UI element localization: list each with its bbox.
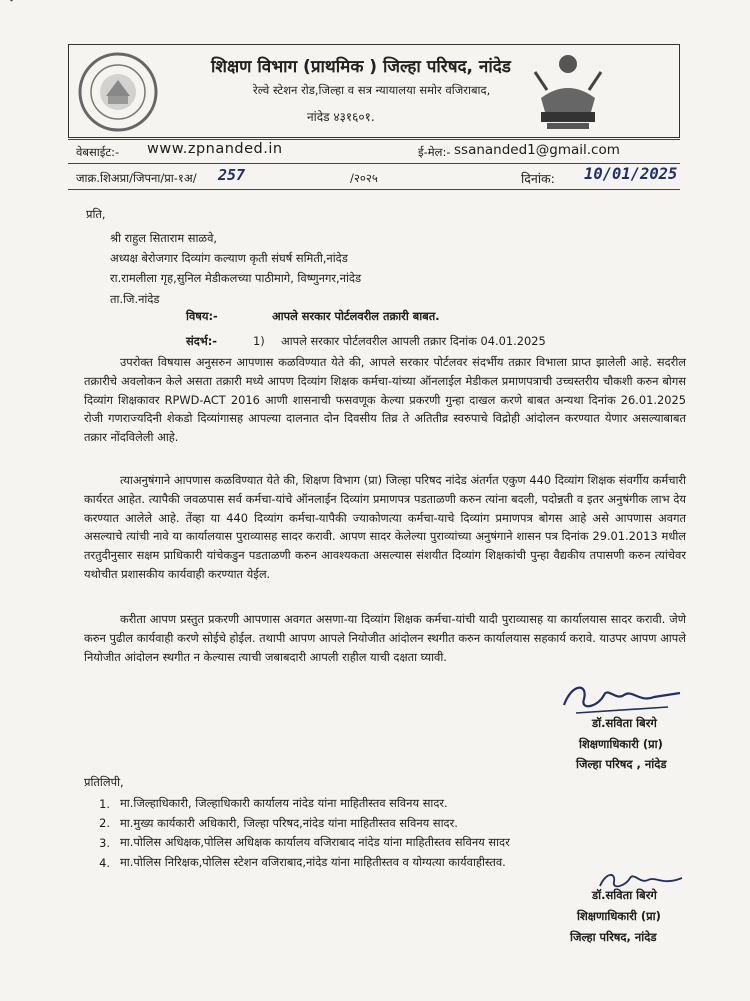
reference-year: /२०२५ (350, 171, 378, 185)
recipient-city: ता.जि.नांदेड (110, 292, 160, 306)
recipient-address: रा.रामलीला गृह,सुनिल मेडीकलच्या पाठीमागे, विष्णुनगर,नांदेड (110, 271, 362, 285)
body-paragraph-2 (84, 471, 686, 584)
copy-recipient-row (88, 794, 648, 814)
zp-emblem-right-logo (527, 50, 609, 134)
subject-text: आपले सरकार पोर्टलवरील तक्रारी बाबत. (272, 309, 440, 323)
signatory-2-title: शिक्षणाधिकारी (प्रा) (577, 909, 661, 923)
letter-date: 10/01/2025 (584, 165, 678, 183)
reference-note-text: आपले सरकार पोर्टलवरील आपली तक्रार दिनांक 04.01.2025 (281, 334, 546, 348)
copy-recipient-row (88, 814, 648, 834)
signatory-1-office: जिल्हा परिषद , नांदेड (576, 757, 667, 771)
signatory-1-name: डॉ.सविता बिरगे (592, 716, 657, 730)
signatory-2-name: डॉ.सविता बिरगे (592, 888, 657, 902)
reference-number: 257 (218, 166, 246, 184)
copy-recipient-number: 4. (99, 855, 110, 870)
copy-recipient-number: 2. (99, 816, 110, 831)
website-label: वेबसाईट:- (76, 145, 120, 159)
email-label: ई-मेल:- (418, 145, 451, 159)
office-address-line2: नांदेड ४३१६०१. (307, 110, 375, 124)
reference-note-label: संदर्भ:- (186, 334, 218, 348)
recipient-name: श्री राहुल सिताराम साळवे, (110, 231, 218, 245)
handwritten-signature-1 (558, 677, 688, 721)
copy-recipient-number: 1. (99, 796, 110, 811)
website-link[interactable]: www.zpnanded.in (147, 141, 283, 157)
copy-recipient-row (88, 833, 648, 853)
subject-label: विषय:- (186, 309, 218, 323)
body-paragraph-3 (84, 610, 686, 666)
body-paragraph-2-text: त्याअनुषंगाने आपणास कळविण्यात येते की, शिक्षण विभाग (प्रा) जिल्हा परिषद नांदेड अंतर्गत एकुण 440 दिव्यांग शिक्षक संवर्गीय कर्मचारी कार्यरत आहेत. त्यापैकी जवळपास सर्व कर्मचा-यांचे ऑनलाईन दिव्यांग प्रमाणपत्र पडताळणी करुन त्यांना बदली, पदोन्नती व इतर अनुषंगीक लाभ देय करण्यात आलेले आहे. तेंव्हा या 440 दिव्यांग कर्मचा-यापैकी ज्याकोणत्या कर्मचा-याचे दिव्यांग प्रमाणपत्र बोगस आहे असे आपणास अवगत असल्याचे त्यांची नावे या कार्यालयास पुराव्यासह सादर करावी. आपण सादर केलेल्या पुराव्यांच्या अनुषंगाने शासन पत्र दिनांक 29.01.2013 मधील तरतुदीनुसार सक्षम प्राधिकारी यांचेकडुन पडताळणी करुन आवश्यकता असल्यास संशयीत दिव्यांग शिक्षकांची पुन्हा वैद्यकीय तपासणी करुन त्यांचेवर यथोचीत प्रशासकीय कार्यवाही करण्यात येईल. (84, 473, 686, 581)
recipient-designation: अध्यक्ष बेरोजगार दिव्यांग कल्याण कृती संघर्ष समिती,नांदेड (110, 251, 348, 265)
office-address-line1: रेल्वे स्टेशन रोड,जिल्हा व सत्र न्यायालया समोर वजिराबाद, (253, 83, 491, 97)
prati-salutation: प्रति, (86, 207, 106, 221)
body-paragraph-1 (84, 353, 686, 447)
copies-label: प्रतिलिपी, (84, 775, 124, 789)
signatory-2-office: जिल्हा परिषद, नांदेड (570, 930, 657, 944)
reference-note-number: 1) (253, 334, 265, 348)
reference-number-label: जाक्र.शिअप्रा/जिपना/प्रा-१अ/ (76, 171, 197, 185)
header-bottom-rule (68, 139, 680, 140)
copy-recipient-text: मा.मुख्य कार्यकारी अधिकारी, जिल्हा परिषद,नांदेड यांना माहितीस्तव सविनय सादर. (120, 815, 458, 830)
body-paragraph-3-text: करीता आपण प्रस्तुत प्रकरणी आपणास अवगत असणा-या दिव्यांग शिक्षक कर्मचा-यांची यादी पुराव्यासह या कार्यालयास सादर करावी. जेणे करुन पुढील कार्यवाही करणे सोईचे होईल. तथापी आपण आपले नियोजीत आंदोलन स्थगीत करुन कार्यालयास सहकार्य करावे. याउपर आपण आपले नियोजीत आंदोलन स्थगीत न केल्यास त्याची जबाबदारी आपली राहील याची दक्षता घ्यावी. (84, 612, 686, 664)
signatory-1-title: शिक्षणाधिकारी (प्रा) (579, 737, 663, 751)
copies-list (88, 794, 648, 872)
copy-recipient-number: 3. (99, 835, 110, 850)
copy-recipient-text: मा.पोलिस निरिक्षक,पोलिस स्टेशन वजिराबाद,नांदेड यांना माहितीस्तव व योग्यत्या कार्यवाहीस्तव. (120, 855, 506, 870)
zp-seal-left-logo (78, 52, 158, 132)
copy-recipient-row (88, 853, 648, 873)
email-link[interactable]: ssananded1@gmail.com (454, 142, 620, 158)
department-title: शिक्षण विभाग (प्राथमिक ) जिल्हा परिषद, नांदेड (211, 57, 511, 77)
corner-scan-mark (10, 0, 106, 2)
copy-recipient-text: मा.जिल्हाधिकारी, जिल्हाधिकारी कार्यालय नांदेड यांना माहितीस्तव सविनय सादर. (120, 796, 448, 811)
date-label: दिनांक: (521, 171, 555, 186)
copy-recipient-text: मा.पोलिस अधिक्षक,पोलिस अधिक्षक कार्यालय वजिराबाद नांदेड यांना माहितीस्तव सविनय सादर (120, 835, 510, 850)
contact-rule (68, 163, 680, 164)
body-paragraph-1-text: उपरोक्त विषयास अनुसरुन आपणास कळविण्यात येते की, आपले सरकार पोर्टलवर संदर्भीय तक्रार विभाला प्राप्त झालेली आहे. सदरील तक्रारीचे अवलोकन केले असता तक्रारी मध्ये आपण दिव्यांग शिक्षक कर्मचा-यांच्या ऑनलाईल मेडीकल प्रमाणपत्राची उच्चस्तरीय चौकशी करुन बोगस दिव्यांग शिक्षकावर RPWD-ACT 2016 आणी शासनाची फसवणूक केल्या प्रकरणी गुन्हा दाखल करणे बाबत अन्यथा दिनांक 26.01.2025 रोजी गणराज्यदिनी शेकडो दिव्यांगासह आपल्या दालनात दोन दिवसीय तिव्र ते अतितीव्र स्वरुपाचे विद्रोही आंदोलन करण्यात येणार असल्याबाबत तक्रार नोंदविलेली आहे. (84, 355, 686, 445)
reference-rule (68, 189, 680, 190)
